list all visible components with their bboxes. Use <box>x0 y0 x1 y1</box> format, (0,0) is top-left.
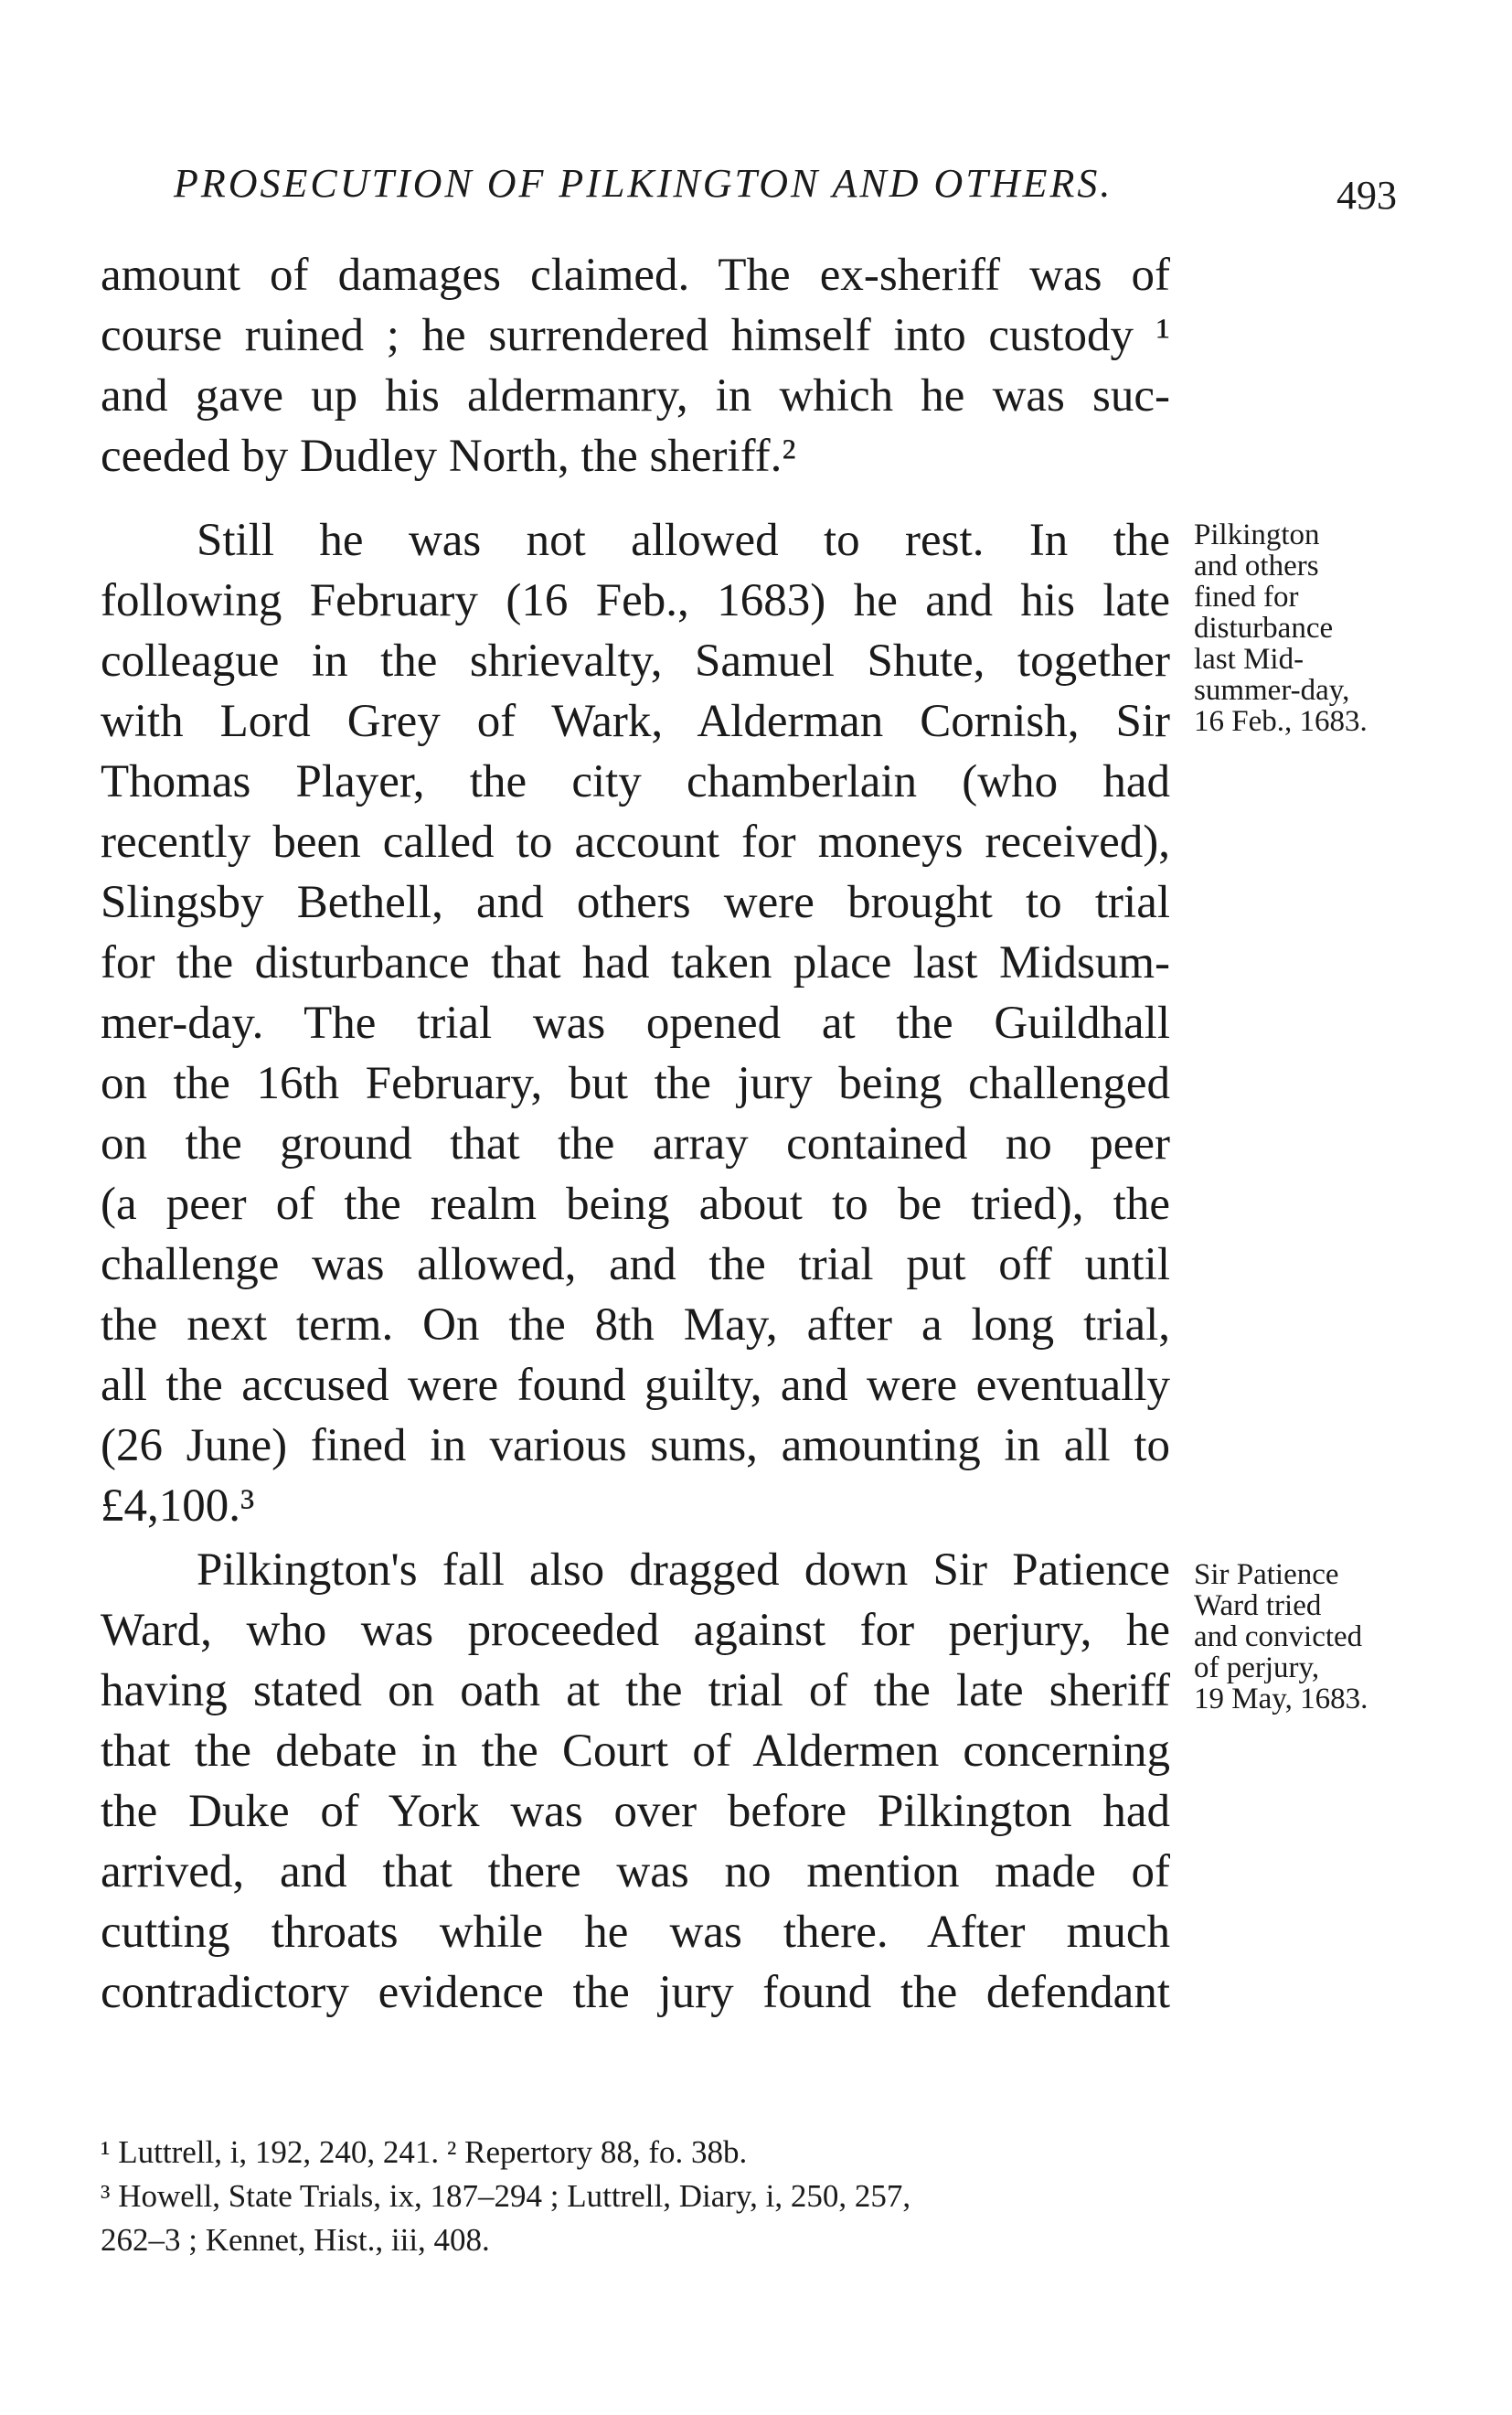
text-line: challenge was allowed, and the trial put off until <box>101 1239 1170 1290</box>
text-line: amount of damages claimed. The ex-sheriff was of <box>101 250 1170 301</box>
margin-note-line: disturbance <box>1194 612 1334 645</box>
footnote-line: 262–3 ; Kennet, Hist., iii, 408. <box>101 2222 490 2258</box>
text-line: colleague in the shrievalty, Samuel Shute, together <box>101 636 1170 687</box>
margin-note-line: 16 Feb., 1683. <box>1194 705 1368 738</box>
text-line: all the accused were found guilty, and were eventually <box>101 1360 1170 1411</box>
text-line: having stated on oath at the trial of the late sheriff <box>101 1665 1170 1716</box>
paragraph-3 <box>101 1540 1170 2023</box>
paragraph-2 <box>101 510 1170 1536</box>
margin-note-line: fined for <box>1194 581 1299 614</box>
margin-note-ward <box>1194 1559 1496 1715</box>
footnote-line: ³ Howell, State Trials, ix, 187–294 ; Luttrell, Diary, i, 250, 257, <box>101 2178 911 2214</box>
margin-note-line: and others <box>1194 550 1319 582</box>
text-line: Ward, who was proceeded against for perjury, he <box>101 1605 1170 1656</box>
text-line: arrived, and that there was no mention made of <box>101 1846 1170 1897</box>
text-line: ceeded by Dudley North, the sheriff.² <box>101 431 796 482</box>
margin-note-line: 19 May, 1683. <box>1194 1683 1368 1715</box>
text-line: on the ground that the array contained no peer <box>101 1118 1170 1170</box>
text-line: Slingsby Bethell, and others were brought to trial <box>101 877 1170 928</box>
margin-note-line: Ward tried <box>1194 1589 1322 1622</box>
paragraph-1 <box>101 245 1170 486</box>
text-line: with Lord Grey of Wark, Alderman Cornish, Sir <box>101 696 1170 747</box>
text-line: for the disturbance that had taken place last Midsum- <box>101 937 1170 988</box>
text-line: the Duke of York was over before Pilkington had <box>101 1786 1170 1837</box>
text-line: recently been called to account for moneys received), <box>101 817 1170 868</box>
text-line: that the debate in the Court of Aldermen concerning <box>101 1726 1170 1777</box>
text-line: mer-day. The trial was opened at the Guildhall <box>101 998 1170 1049</box>
margin-note-line: and convicted <box>1194 1620 1363 1653</box>
page-number: 493 <box>1336 173 1397 218</box>
footnotes <box>101 2131 1198 2262</box>
text-line: Thomas Player, the city chamberlain (who had <box>101 756 1170 807</box>
text-line: Still he was not allowed to rest. In the <box>197 515 1170 566</box>
text-line: following February (16 Feb., 1683) he and his late <box>101 575 1170 626</box>
text-line: contradictory evidence the jury found the defendant <box>101 1967 1170 2018</box>
text-line: (26 June) fined in various sums, amounting in all to <box>101 1420 1170 1471</box>
text-line: course ruined ; he surrendered himself into custody ¹ <box>101 310 1170 361</box>
margin-note-pilkington <box>1194 519 1496 737</box>
text-line: Pilkington's fall also dragged down Sir Patience <box>197 1544 1170 1596</box>
text-line: (a peer of the realm being about to be tried), the <box>101 1179 1170 1230</box>
text-line: on the 16th February, but the jury being challenged <box>101 1058 1170 1109</box>
margin-note-line: Sir Patience <box>1194 1558 1339 1591</box>
margin-note-line: summer-day, <box>1194 674 1350 707</box>
text-line: the next term. On the 8th May, after a long trial, <box>101 1299 1170 1351</box>
text-line: £4,100.³ <box>101 1480 255 1532</box>
margin-note-line: of perjury, <box>1194 1651 1320 1684</box>
margin-note-line: last Mid- <box>1194 643 1304 676</box>
text-line: cutting throats while he was there. After much <box>101 1907 1170 1958</box>
running-title: PROSECUTION OF PILKINGTON AND OTHERS. <box>174 161 1113 206</box>
footnote-line: ¹ Luttrell, i, 192, 240, 241. ² Repertory 88, fo. 38b. <box>101 2134 748 2170</box>
margin-note-line: Pilkington <box>1194 518 1320 551</box>
text-line: and gave up his aldermanry, in which he was suc- <box>101 370 1170 422</box>
